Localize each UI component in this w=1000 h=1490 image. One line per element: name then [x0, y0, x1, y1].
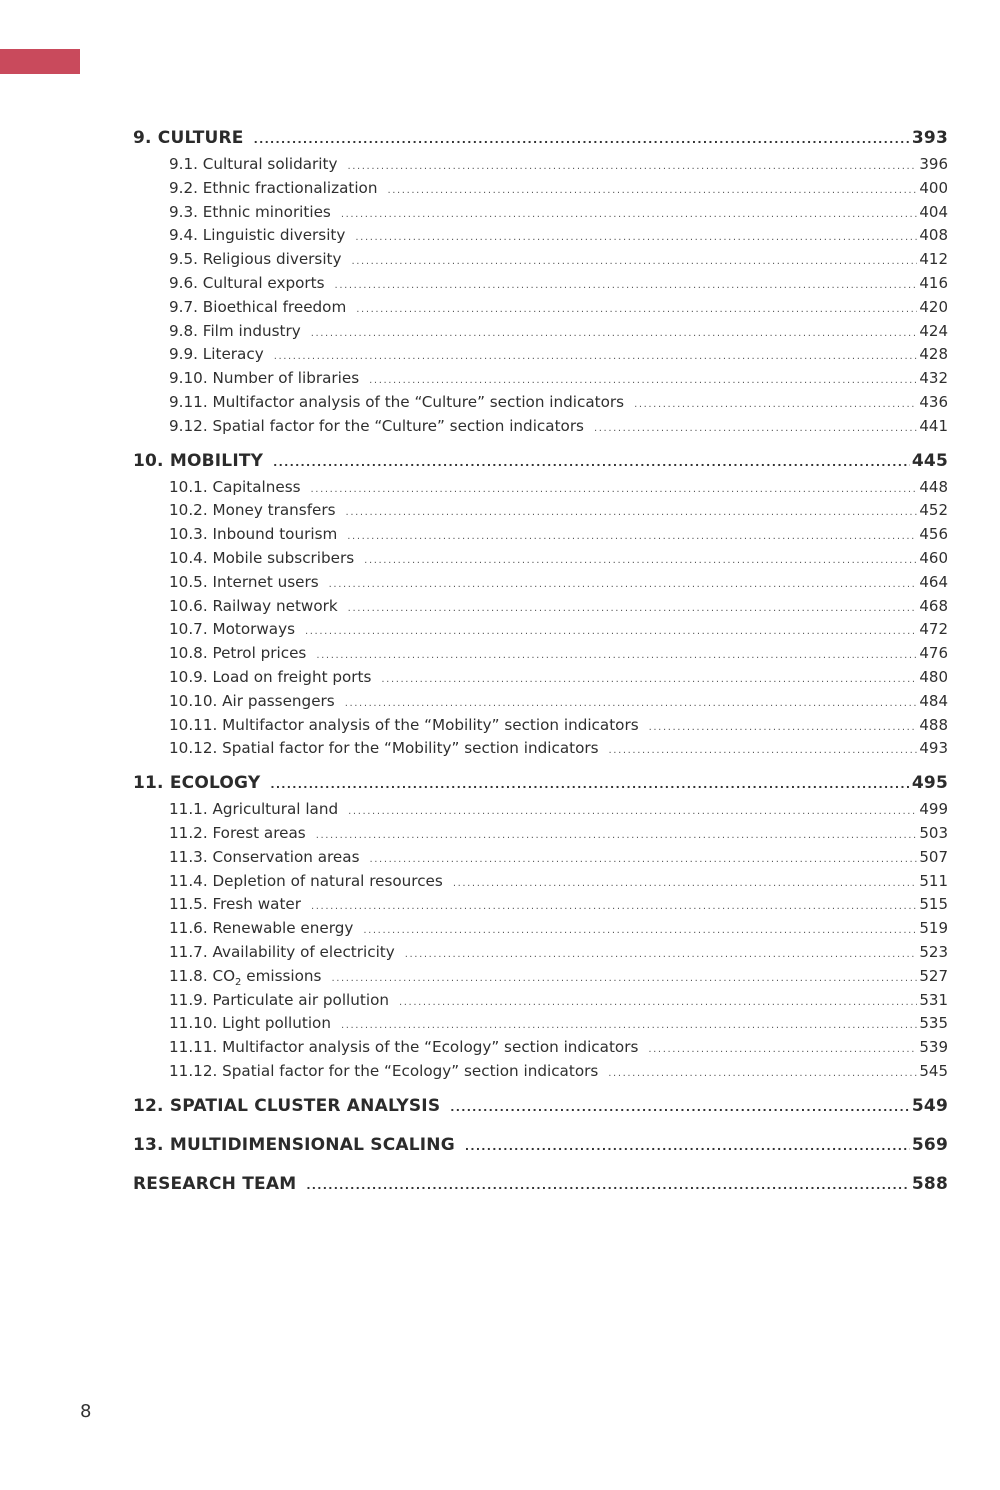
toc-item[interactable] [169, 345, 948, 369]
item-label: 11.7. Availability of electricity [169, 942, 395, 961]
item-label: 9.2. Ethnic fractionalization [169, 178, 378, 197]
dot-leader [370, 854, 918, 865]
item-page: 511 [919, 871, 948, 890]
item-label: 10.5. Internet users [169, 572, 319, 591]
item-page: 531 [919, 990, 948, 1009]
toc-item[interactable] [169, 943, 948, 967]
toc-section-ecology [133, 773, 948, 1086]
toc-item[interactable] [169, 597, 948, 621]
item-page: 535 [919, 1014, 948, 1033]
toc-item[interactable] [169, 848, 948, 872]
dot-leader [355, 232, 917, 243]
item-label: 9.9. Literacy [169, 345, 264, 364]
item-label: 11.12. Spatial factor for the “Ecology” section indicators [169, 1061, 599, 1080]
toc-item[interactable] [169, 739, 948, 763]
toc-item[interactable] [169, 573, 948, 597]
heading-page: 569 [911, 1134, 948, 1155]
item-label: 10.8. Petrol prices [169, 644, 307, 663]
item-label: 11.4. Depletion of natural resources [169, 871, 443, 890]
item-page: 404 [919, 202, 948, 221]
heading-title: RESEARCH TEAM [133, 1173, 297, 1194]
toc-item[interactable] [169, 549, 948, 573]
item-label: 10.11. Multifactor analysis of the “Mobility” section indicators [169, 715, 639, 734]
item-page: 545 [919, 1061, 948, 1080]
toc-item[interactable] [169, 800, 948, 824]
dot-leader [274, 351, 918, 362]
item-page: 436 [919, 392, 948, 411]
dot-leader [341, 1020, 917, 1031]
item-label: 9.3. Ethnic minorities [169, 202, 331, 221]
toc-item[interactable] [169, 298, 948, 322]
dot-leader [364, 555, 917, 566]
toc-item[interactable] [169, 919, 948, 943]
dot-leader [399, 997, 917, 1008]
toc-section-mobility [133, 451, 948, 764]
item-page: 432 [919, 369, 948, 388]
toc-item[interactable] [169, 525, 948, 549]
toc-item[interactable] [169, 872, 948, 896]
item-label: 9.4. Linguistic diversity [169, 226, 346, 245]
toc-item[interactable] [169, 274, 948, 298]
toc-item[interactable] [169, 417, 948, 441]
item-label: 11.2. Forest areas [169, 823, 306, 842]
dot-leader [649, 722, 918, 733]
toc-item[interactable] [169, 322, 948, 346]
item-label: 9.10. Number of libraries [169, 369, 360, 388]
item-label: 9.11. Multifactor analysis of the “Culture” section indicators [169, 392, 625, 411]
toc-heading-research-team[interactable] [133, 1174, 948, 1201]
toc-item[interactable] [169, 369, 948, 393]
dot-leader [305, 626, 917, 637]
item-page: 460 [919, 548, 948, 567]
dot-leader [369, 375, 917, 386]
item-page: 464 [919, 572, 948, 591]
item-label: 9.1. Cultural solidarity [169, 155, 338, 173]
toc-heading-spatial-cluster-analysis[interactable] [133, 1096, 948, 1123]
item-label: 11.5. Fresh water [169, 895, 301, 914]
dot-leader [335, 280, 918, 291]
item-page: 468 [919, 596, 948, 615]
item-label: 10.4. Mobile subscribers [169, 548, 355, 567]
dot-leader [453, 878, 918, 889]
heading-page: 445 [911, 450, 948, 471]
dot-leader [634, 399, 917, 410]
toc-item[interactable] [169, 1062, 948, 1086]
heading-page: 495 [911, 773, 948, 794]
dot-leader [594, 423, 917, 434]
item-page: 488 [919, 715, 948, 734]
toc-items [133, 155, 948, 441]
toc-item[interactable] [169, 393, 948, 417]
toc-item[interactable] [169, 895, 948, 919]
item-page: 476 [919, 644, 948, 663]
dot-leader [329, 579, 918, 590]
item-label [169, 967, 321, 988]
item-page: 408 [919, 226, 948, 245]
dot-leader [316, 650, 917, 661]
dot-leader [331, 973, 917, 984]
item-label: 10.1. Capitalness [169, 477, 301, 496]
toc-heading-multidimensional-scaling[interactable] [133, 1135, 948, 1162]
item-page: 420 [919, 297, 948, 316]
item-page: 523 [919, 942, 948, 961]
item-page: 456 [919, 525, 948, 544]
item-label: 9.7. Bioethical freedom [169, 297, 347, 316]
heading-page: 588 [911, 1173, 948, 1194]
item-page: 539 [919, 1038, 948, 1057]
item-label: 11.6. Renewable energy [169, 919, 354, 938]
dot-leader [273, 456, 910, 469]
item-label: 11.3. Conservation areas [169, 847, 360, 866]
accent-bar [0, 49, 80, 74]
dot-leader [254, 133, 910, 146]
item-page: 484 [919, 691, 948, 710]
dot-leader [381, 674, 917, 685]
item-page: 515 [919, 895, 948, 914]
item-page: 499 [919, 800, 948, 819]
toc-items [133, 800, 948, 1086]
dot-leader [316, 830, 918, 841]
item-label: 10.6. Railway network [169, 596, 338, 615]
item-page: 493 [919, 739, 948, 758]
toc-item[interactable] [169, 226, 948, 250]
item-page: 452 [919, 501, 948, 520]
dot-leader [345, 698, 918, 709]
item-page: 396 [919, 155, 948, 173]
dot-leader [450, 1101, 910, 1114]
item-page: 503 [919, 823, 948, 842]
item-page: 527 [919, 966, 948, 985]
dot-leader [648, 1044, 917, 1055]
toc-items [133, 478, 948, 764]
item-label: 10.7. Motorways [169, 620, 295, 639]
item-label-prefix: 11.8. CO [169, 966, 236, 985]
toc-item[interactable] [169, 250, 948, 274]
toc-item[interactable] [169, 478, 948, 502]
toc-item[interactable] [169, 1014, 948, 1038]
dot-leader [311, 484, 918, 495]
dot-leader [348, 603, 918, 614]
toc-item[interactable] [169, 155, 948, 179]
heading-title: 11. ECOLOGY [133, 773, 261, 794]
dot-leader [608, 1068, 917, 1079]
dot-leader [346, 507, 918, 518]
dot-leader [311, 901, 917, 912]
dot-leader [341, 209, 918, 220]
toc-item[interactable] [169, 668, 948, 692]
item-page: 428 [919, 345, 948, 364]
item-label: 11.1. Agricultural land [169, 800, 339, 819]
dot-leader [306, 1179, 910, 1192]
heading-page: 549 [911, 1095, 948, 1116]
dot-leader [405, 949, 918, 960]
item-label: 10.10. Air passengers [169, 691, 335, 710]
page-number: 8 [80, 1401, 92, 1422]
dot-leader [465, 1140, 910, 1153]
item-page: 400 [919, 178, 948, 197]
item-page: 412 [919, 250, 948, 269]
dot-leader [356, 304, 917, 315]
item-page: 472 [919, 620, 948, 639]
toc-item[interactable] [169, 1038, 948, 1062]
item-label: 9.8. Film industry [169, 321, 301, 340]
item-label: 9.12. Spatial factor for the “Culture” section indicators [169, 416, 584, 435]
toc-item[interactable] [169, 716, 948, 740]
heading-title: 10. MOBILITY [133, 450, 264, 471]
item-page: 448 [919, 477, 948, 496]
item-label: 11.9. Particulate air pollution [169, 990, 389, 1009]
toc-item[interactable] [169, 967, 948, 991]
dot-leader [347, 161, 917, 172]
item-label: 10.12. Spatial factor for the “Mobility” section indicators [169, 739, 599, 758]
item-page: 507 [919, 847, 948, 866]
dot-leader [352, 256, 918, 267]
dot-leader [347, 531, 917, 542]
dot-leader [270, 778, 910, 791]
table-of-contents [133, 128, 948, 1213]
toc-item[interactable] [169, 620, 948, 644]
dot-leader [311, 328, 918, 339]
item-page: 441 [919, 416, 948, 435]
toc-item[interactable] [169, 991, 948, 1015]
item-label: 10.3. Inbound tourism [169, 525, 338, 544]
heading-title: 13. MULTIDIMENSIONAL SCALING [133, 1134, 455, 1155]
item-label: 9.5. Religious diversity [169, 250, 342, 269]
item-page: 519 [919, 919, 948, 938]
toc-item[interactable] [169, 501, 948, 525]
toc-item[interactable] [169, 692, 948, 716]
heading-title: 9. CULTURE [133, 128, 244, 148]
toc-item[interactable] [169, 644, 948, 668]
dot-leader [363, 925, 917, 936]
heading-title: 12. SPATIAL CLUSTER ANALYSIS [133, 1095, 441, 1116]
heading-page: 393 [911, 128, 948, 148]
item-label: 11.11. Multifactor analysis of the “Ecology” section indicators [169, 1038, 639, 1057]
item-label: 9.6. Cultural exports [169, 273, 325, 292]
toc-heading[interactable] [133, 128, 948, 155]
dot-leader [348, 806, 917, 817]
item-label: 10.9. Load on freight ports [169, 667, 372, 686]
toc-item[interactable] [169, 824, 948, 848]
dot-leader [609, 745, 918, 756]
toc-section-culture [133, 128, 948, 441]
item-label-suffix: emissions [241, 966, 322, 985]
toc-item[interactable] [169, 203, 948, 227]
item-page: 480 [919, 667, 948, 686]
item-label: 11.10. Light pollution [169, 1014, 331, 1033]
item-page: 424 [919, 321, 948, 340]
item-label-subscript: 2 [235, 976, 242, 988]
dot-leader [387, 185, 917, 196]
item-page: 416 [919, 273, 948, 292]
toc-item[interactable] [169, 179, 948, 203]
toc-heading[interactable] [133, 773, 948, 800]
item-label: 10.2. Money transfers [169, 501, 336, 520]
toc-heading[interactable] [133, 451, 948, 478]
